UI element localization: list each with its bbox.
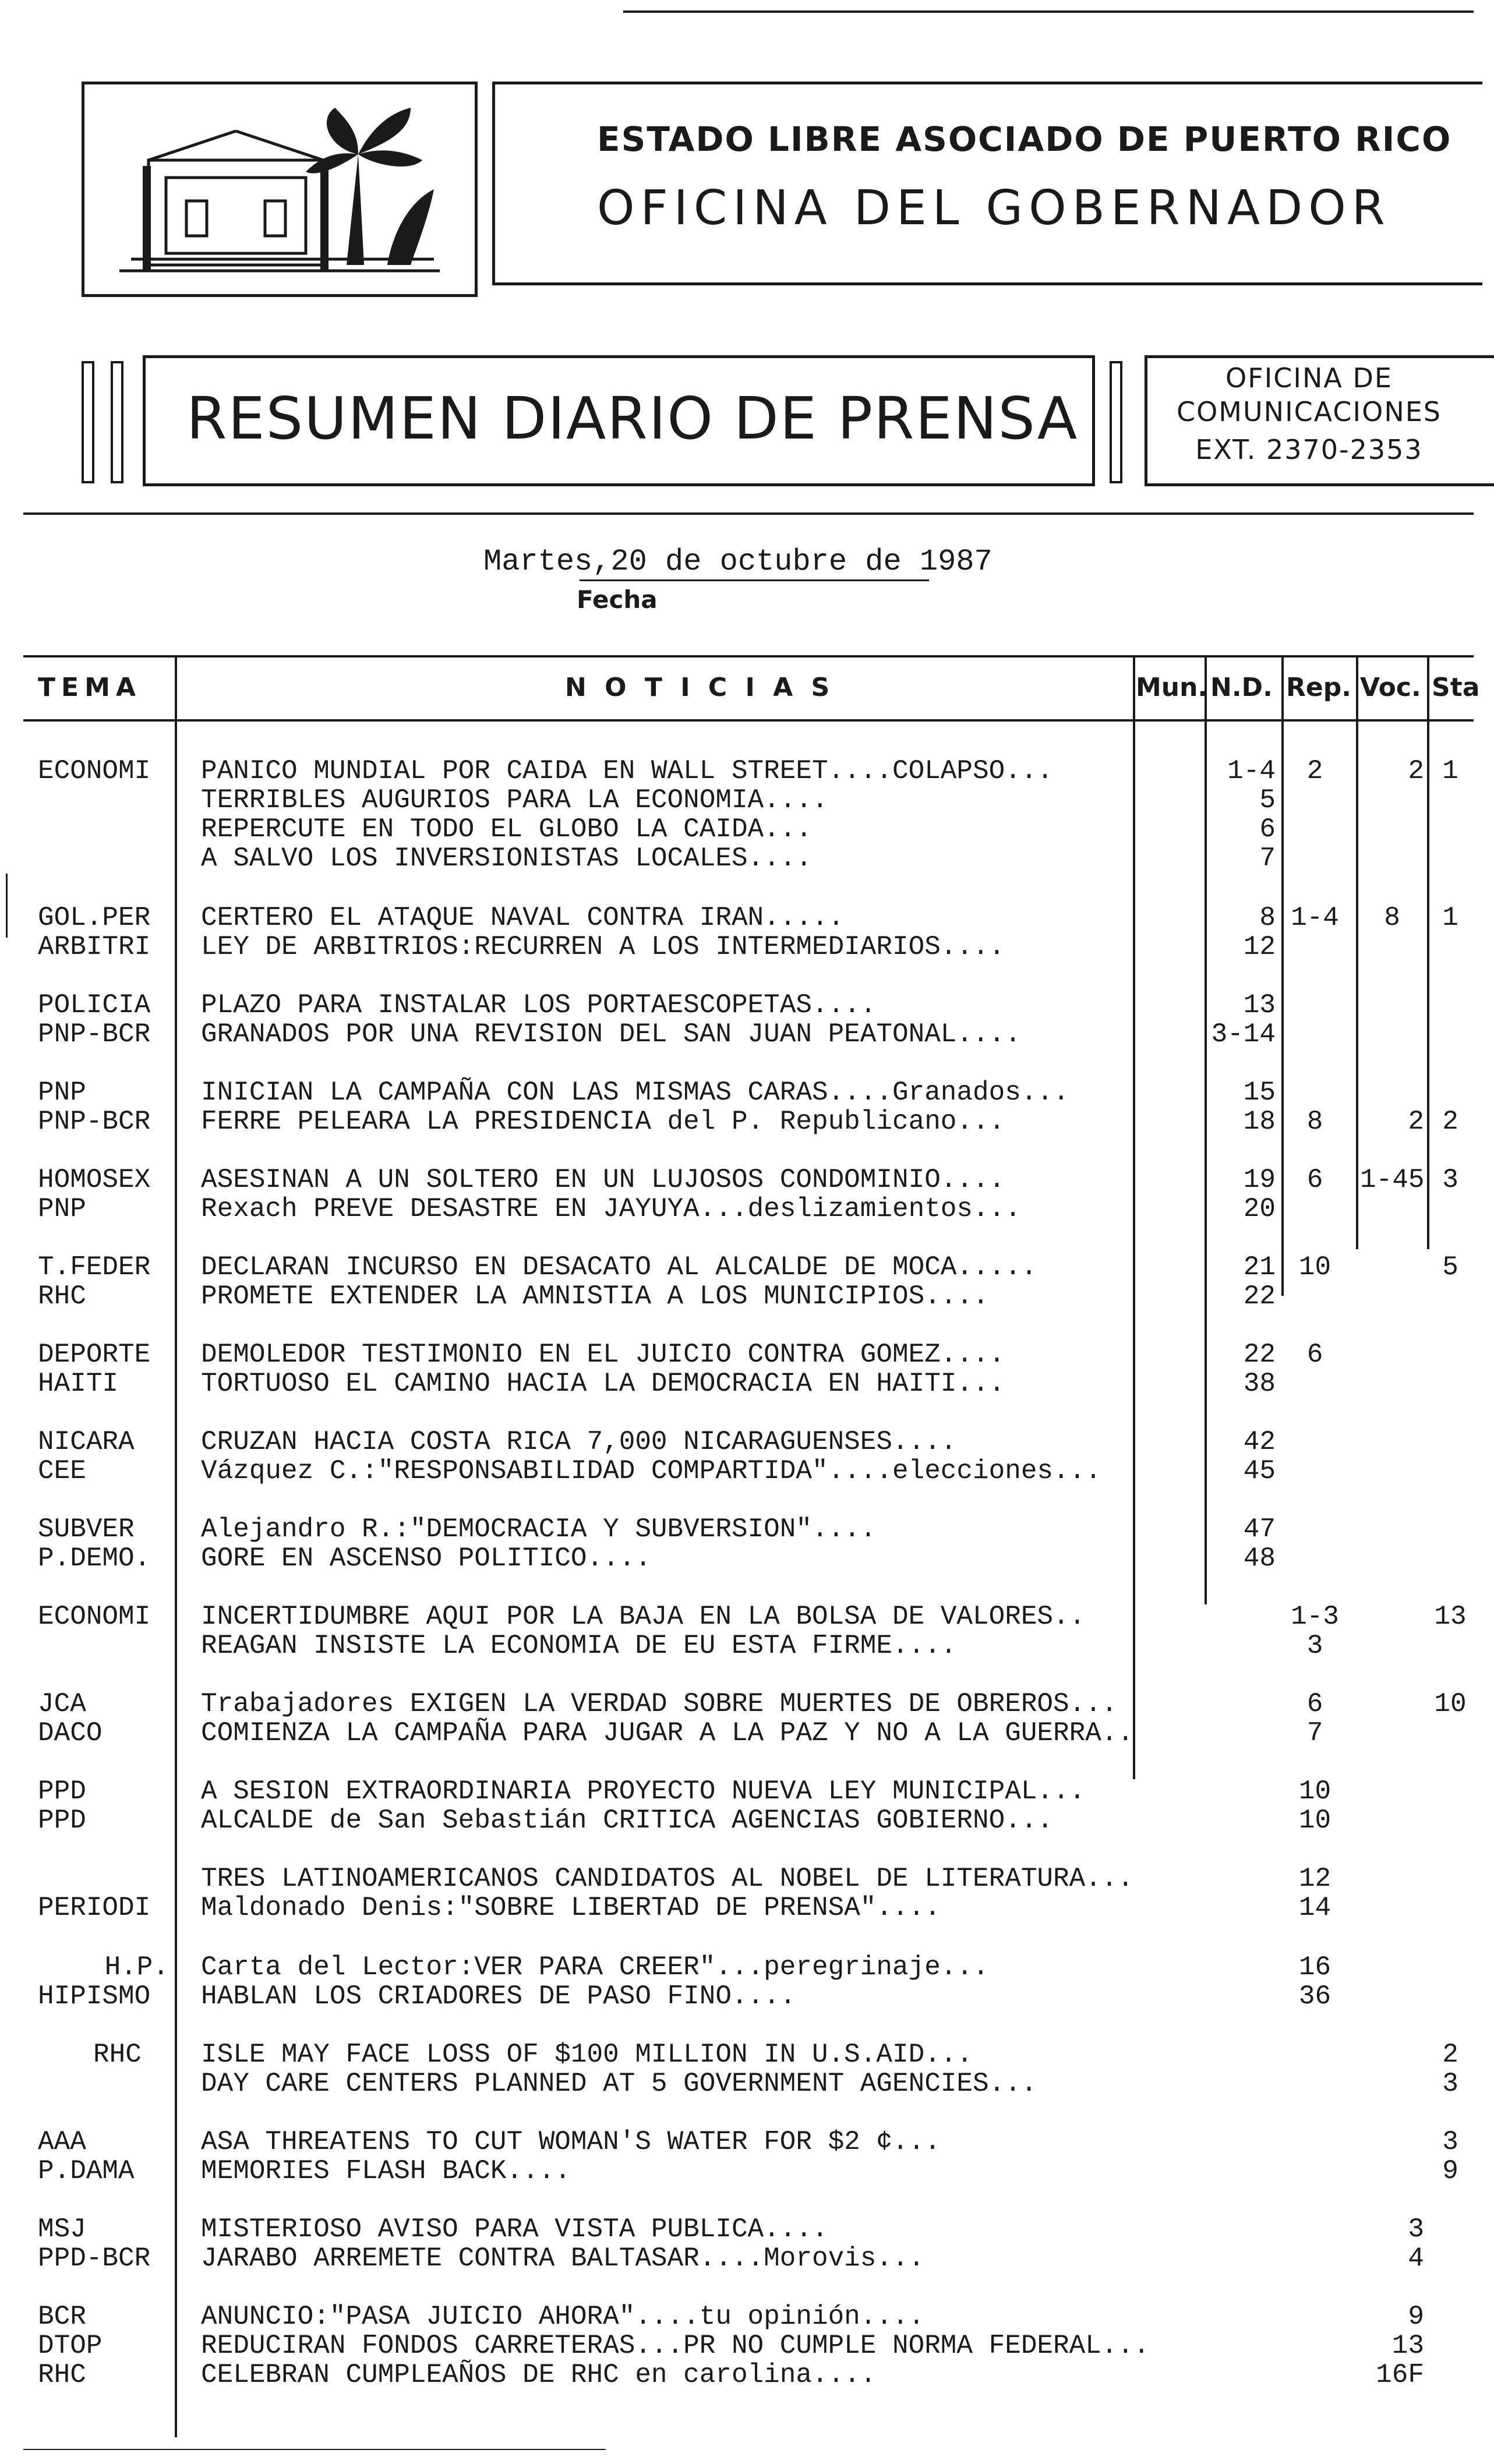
row-noticia: Vázquez C.:"RESPONSABILIDAD COMPARTIDA"....elecciones...: [201, 1456, 1101, 1486]
row-tema: P.DEMO.: [38, 1543, 151, 1574]
header-noticias: N O T I C I A S: [565, 673, 835, 702]
row-noticia: LEY DE ARBITRIOS:RECURREN A LOS INTERMEDIARIOS....: [201, 932, 1005, 962]
row-noticia: GORE EN ASCENSO POLITICO....: [201, 1543, 651, 1574]
row-tema: PNP: [38, 1077, 86, 1108]
date-label: Fecha: [577, 585, 658, 614]
office-label-2: COMUNICACIONES: [1176, 396, 1442, 427]
top-rule: [623, 10, 1474, 13]
row-noticia: REAGAN INSISTE LA ECONOMIA DE EU ESTA FIRME....: [201, 1631, 957, 1661]
row-noticia: DECLARAN INCURSO EN DESACATO AL ALCALDE DE MOCA.....: [201, 1252, 1037, 1282]
row-sta: 1: [1442, 756, 1458, 786]
row-noticia: Alejandro R.:"DEMOCRACIA Y SUBVERSION"....: [201, 1514, 877, 1544]
row-sta: 9: [1442, 2156, 1458, 2186]
row-nd: 47: [1243, 1514, 1276, 1544]
row-rep: 16: [1298, 1952, 1331, 1982]
row-sta: 3: [1442, 2069, 1458, 2099]
header-rule: [23, 512, 1474, 515]
row-noticia: HABLAN LOS CRIADORES DE PASO FINO....: [201, 1981, 796, 2011]
row-nd: 3-14: [1211, 1019, 1276, 1049]
row-tema: HIPISMO: [38, 1981, 151, 2011]
row-tema: PNP: [38, 1194, 86, 1224]
row-tema: RHC: [38, 2360, 86, 2390]
row-noticia: Maldonado Denis:"SOBRE LIBERTAD DE PRENSA"....: [201, 1893, 941, 1923]
row-sta: 2: [1442, 1106, 1458, 1137]
row-noticia: COMIENZA LA CAMPAÑA PARA JUGAR A LA PAZ Y NO A LA GUERRA..: [201, 1718, 1134, 1748]
row-rep: 6: [1306, 1165, 1323, 1195]
row-noticia: TERRIBLES AUGURIOS PARA LA ECONOMIA....: [201, 785, 828, 815]
row-tema: PNP-BCR: [38, 1106, 151, 1137]
row-noticia: Carta del Lector:VER PARA CREER"...peregrinaje...: [201, 1952, 989, 1982]
row-nd: 45: [1243, 1456, 1276, 1486]
bottom-rule: [23, 2449, 606, 2450]
row-noticia: FERRE PELEARA LA PRESIDENCIA del P. Republicano...: [201, 1106, 1005, 1137]
row-rep: 14: [1298, 1893, 1331, 1923]
header-tema: TEMA: [38, 673, 142, 702]
col-divider-tema: [175, 655, 177, 2437]
row-tema: AAA: [38, 2127, 86, 2157]
row-noticia: ANUNCIO:"PASA JUICIO AHORA"....tu opinión....: [201, 2302, 925, 2332]
date-underline: [580, 579, 929, 581]
row-tema: T.FEDER: [38, 1252, 151, 1282]
row-tema: HOMOSEX: [38, 1165, 151, 1195]
row-tema: ARBITRI: [38, 932, 151, 962]
office-extension: EXT. 2370-2353: [1195, 434, 1423, 465]
col-divider-rep: [1281, 655, 1284, 1296]
row-tema: JCA: [38, 1689, 86, 1719]
government-name: ESTADO LIBRE ASOCIADO DE PUERTO RICO: [597, 119, 1452, 159]
header-nd: N.D.: [1210, 673, 1273, 702]
report-title: RESUMEN DIARIO DE PRENSA: [186, 384, 1079, 453]
row-noticia: Trabajadores EXIGEN LA VERDAD SOBRE MUERTES DE OBREROS...: [201, 1689, 1118, 1719]
row-tema: DEPORTE: [38, 1339, 151, 1370]
row-nd: 38: [1243, 1369, 1276, 1399]
row-tema: RHC: [93, 2039, 142, 2070]
row-nd: 18: [1243, 1106, 1276, 1137]
row-sta: 2: [1442, 2039, 1458, 2070]
row-nd: 7: [1259, 843, 1276, 874]
row-tema: PPD: [38, 1776, 86, 1807]
row-noticia: PLAZO PARA INSTALAR LOS PORTAESCOPETAS....: [201, 990, 877, 1020]
row-nd: 22: [1243, 1339, 1276, 1370]
row-voc: 2: [1408, 756, 1424, 786]
row-nd: 22: [1243, 1281, 1276, 1311]
row-nd: 12: [1243, 932, 1276, 962]
row-nd: 48: [1243, 1543, 1276, 1574]
col-divider-mun: [1133, 655, 1135, 1779]
row-sta: 1: [1442, 903, 1458, 933]
row-tema: P.DAMA: [38, 2156, 135, 2186]
row-noticia: TORTUOSO EL CAMINO HACIA LA DEMOCRACIA EN HAITI...: [201, 1369, 1005, 1399]
row-tema: PPD: [38, 1805, 86, 1836]
row-tema: MSJ: [38, 2214, 86, 2244]
row-noticia: JARABO ARREMETE CONTRA BALTASAR....Morovis...: [201, 2243, 925, 2274]
office-name: OFICINA DEL GOBERNADOR: [597, 181, 1391, 236]
row-nd: 21: [1243, 1252, 1276, 1282]
row-rep: 8: [1306, 1106, 1323, 1137]
row-noticia: A SESION EXTRAORDINARIA PROYECTO NUEVA LEY MUNICIPAL...: [201, 1776, 1086, 1807]
row-noticia: A SALVO LOS INVERSIONISTAS LOCALES....: [201, 843, 812, 874]
row-rep: 6: [1306, 1339, 1323, 1370]
row-nd: 1-4: [1227, 756, 1276, 786]
row-noticia: MISTERIOSO AVISO PARA VISTA PUBLICA....: [201, 2214, 828, 2244]
row-rep: 12: [1298, 1864, 1331, 1894]
row-noticia: PROMETE EXTENDER LA AMNISTIA A LOS MUNICIPIOS....: [201, 1281, 989, 1311]
row-tema: ECONOMI: [38, 1602, 151, 1632]
col-divider-voc: [1356, 655, 1358, 1249]
row-voc: 2: [1408, 1106, 1424, 1137]
row-nd: 6: [1259, 814, 1276, 844]
row-voc: 4: [1408, 2243, 1424, 2274]
row-nd: 13: [1243, 990, 1276, 1020]
row-tema: NICARA: [38, 1427, 135, 1457]
row-rep: 10: [1298, 1776, 1331, 1807]
row-noticia: ASA THREATENS TO CUT WOMAN'S WATER FOR $2 ¢...: [201, 2127, 941, 2157]
row-voc: 1-45: [1360, 1165, 1425, 1195]
table-top-rule: [23, 655, 1474, 657]
row-noticia: REDUCIRAN FONDOS CARRETERAS...PR NO CUMPLE NORMA FEDERAL...: [201, 2331, 1150, 2361]
header-voc: Voc.: [1360, 673, 1421, 702]
row-sta: 13: [1434, 1602, 1467, 1632]
row-sta: 10: [1434, 1689, 1467, 1719]
row-noticia: GRANADOS POR UNA REVISION DEL SAN JUAN PEATONAL....: [201, 1019, 1021, 1049]
report-date: Martes,20 de octubre de 1987: [483, 545, 993, 579]
row-tema: BCR: [38, 2302, 86, 2332]
row-nd: 15: [1243, 1077, 1276, 1108]
row-voc: 3: [1408, 2214, 1424, 2244]
row-nd: 42: [1243, 1427, 1276, 1457]
table-left-edge-mark: [6, 874, 8, 938]
row-tema: RHC: [38, 1281, 86, 1311]
row-rep: 10: [1298, 1805, 1331, 1836]
row-sta: 5: [1442, 1252, 1458, 1282]
row-tema: H.P.: [104, 1952, 169, 1982]
row-nd: 8: [1259, 903, 1276, 933]
row-noticia: TRES LATINOAMERICANOS CANDIDATOS AL NOBEL DE LITERATURA...: [201, 1864, 1134, 1894]
row-sta: 3: [1442, 2127, 1458, 2157]
header-mun: Mun.: [1136, 673, 1208, 702]
row-noticia: REPERCUTE EN TODO EL GLOBO LA CAIDA...: [201, 814, 812, 844]
row-noticia: CERTERO EL ATAQUE NAVAL CONTRA IRAN.....: [201, 903, 845, 933]
row-tema: PERIODI: [38, 1893, 151, 1923]
row-rep: 1-4: [1291, 903, 1339, 933]
row-rep: 3: [1306, 1631, 1323, 1661]
col-divider-sta: [1427, 655, 1429, 1249]
header-sta: Sta: [1432, 673, 1480, 702]
row-noticia: ALCALDE de San Sebastián CRITICA AGENCIAS GOBIERNO...: [201, 1805, 1054, 1836]
decorative-bar-right: [1110, 361, 1122, 483]
office-label-1: OFICINA DE: [1225, 362, 1393, 394]
row-sta: 3: [1442, 1165, 1458, 1195]
row-tema: HAITI: [38, 1369, 119, 1399]
row-noticia: DAY CARE CENTERS PLANNED AT 5 GOVERNMENT AGENCIES...: [201, 2069, 1037, 2099]
row-voc: 16F: [1376, 2360, 1424, 2390]
row-noticia: CELEBRAN CUMPLEAÑOS DE RHC en carolina....: [201, 2360, 877, 2390]
row-tema: ECONOMI: [38, 756, 151, 786]
row-voc: 9: [1408, 2302, 1424, 2332]
row-tema: DACO: [38, 1718, 103, 1748]
logo-frame: [82, 82, 478, 297]
row-noticia: ASESINAN A UN SOLTERO EN UN LUJOSOS CONDOMINIO....: [201, 1165, 1005, 1195]
table-header-rule: [23, 719, 1474, 722]
row-noticia: DEMOLEDOR TESTIMONIO EN EL JUICIO CONTRA GOMEZ....: [201, 1339, 1005, 1370]
fortaleza-logo-icon: [84, 84, 475, 294]
row-rep: 36: [1298, 1981, 1331, 2011]
row-nd: 19: [1243, 1165, 1276, 1195]
row-voc: 8: [1384, 903, 1400, 933]
header-rep: Rep.: [1286, 673, 1351, 702]
row-noticia: MEMORIES FLASH BACK....: [201, 2156, 571, 2186]
row-tema: SUBVER: [38, 1514, 135, 1544]
row-voc: 13: [1391, 2331, 1424, 2361]
row-rep: 2: [1306, 756, 1323, 786]
row-tema: CEE: [38, 1456, 86, 1486]
row-noticia: ISLE MAY FACE LOSS OF $100 MILLION IN U.S.AID...: [201, 2039, 973, 2070]
row-rep: 10: [1298, 1252, 1331, 1282]
row-noticia: INCERTIDUMBRE AQUI POR LA BAJA EN LA BOLSA DE VALORES..: [201, 1602, 1086, 1632]
row-tema: DTOP: [38, 2331, 103, 2361]
row-rep: 6: [1306, 1689, 1323, 1719]
row-tema: GOL.PER: [38, 903, 151, 933]
row-noticia: INICIAN LA CAMPAÑA CON LAS MISMAS CARAS....Granados...: [201, 1077, 1069, 1108]
row-tema: PPD-BCR: [38, 2243, 151, 2274]
row-rep: 7: [1306, 1718, 1323, 1748]
row-noticia: PANICO MUNDIAL POR CAIDA EN WALL STREET....COLAPSO...: [201, 756, 1054, 786]
row-noticia: Rexach PREVE DESASTRE EN JAYUYA...deslizamientos...: [201, 1194, 1021, 1224]
row-nd: 20: [1243, 1194, 1276, 1224]
row-rep: 1-3: [1291, 1602, 1339, 1632]
row-noticia: CRUZAN HACIA COSTA RICA 7,000 NICARAGUENSES....: [201, 1427, 957, 1457]
row-tema: POLICIA: [38, 990, 151, 1020]
row-tema: PNP-BCR: [38, 1019, 151, 1049]
row-nd: 5: [1259, 785, 1276, 815]
